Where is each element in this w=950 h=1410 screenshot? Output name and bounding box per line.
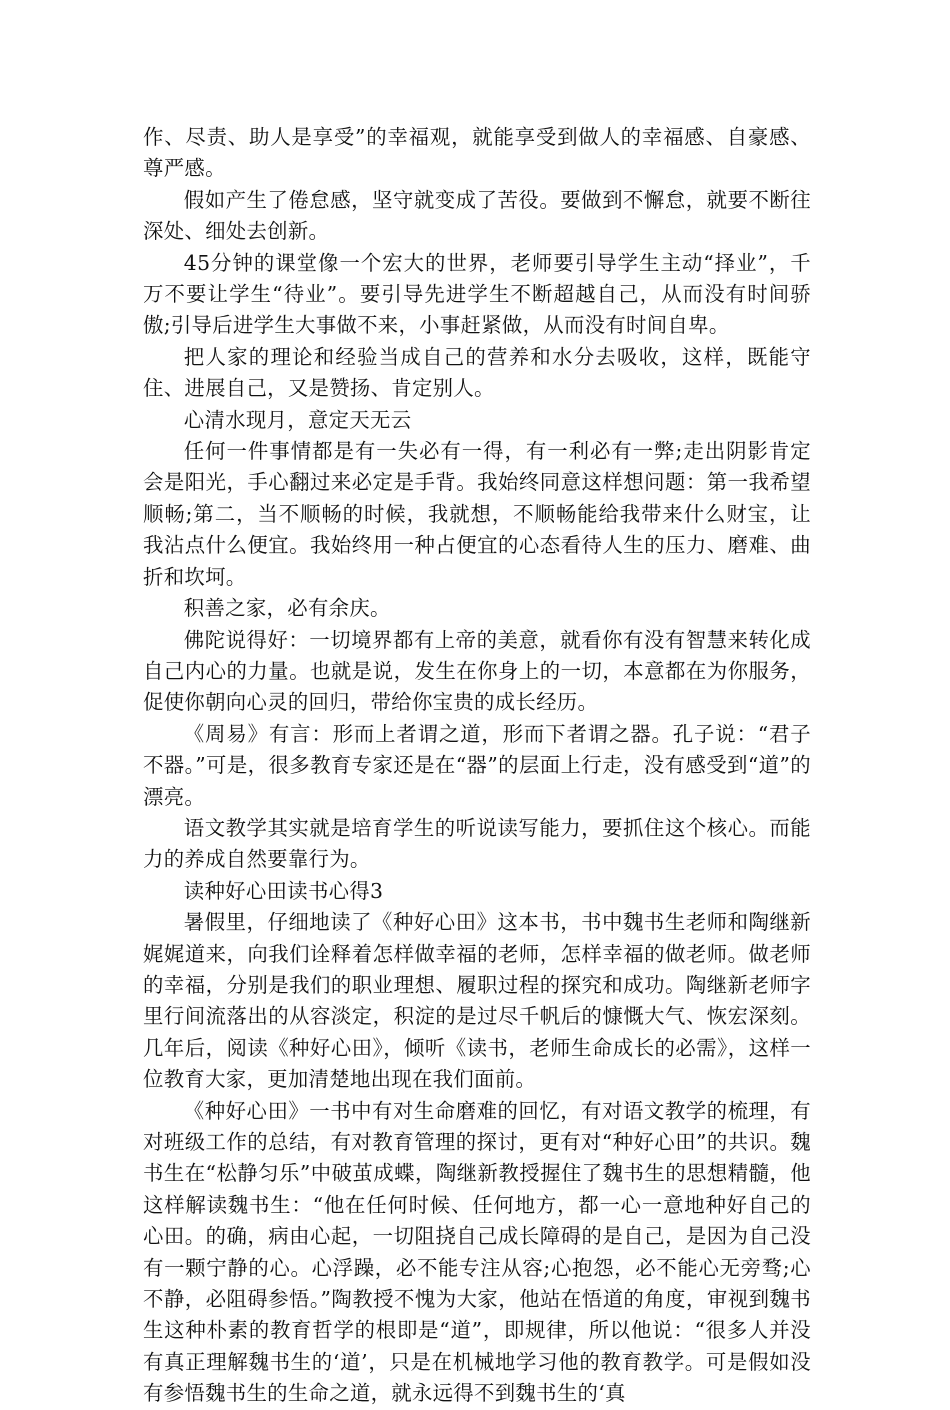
paragraph-6: 佛陀说得好：一切境界都有上帝的美意，就看你有没有智慧来转化成自己内心的力量。也就是说，发生在你身上的一切，本意都在为你服务，促使你朝向心灵的回归，带给你宝贵的成长经历。	[143, 627, 811, 715]
paragraph-3: 45分钟的课堂像一个宏大的世界，老师要引导学生主动“择业”，千万不要让学生“待业”。要引导先进学生不断超越自己，从而没有时间骄傲;引导后进学生大事做不来，小事赶紧做，从而没有时间自卑。	[143, 250, 811, 338]
paragraph-5: 任何一件事情都是有一失必有一得，有一利必有一弊;走出阴影肯定会是阳光，手心翻过来必定是手背。我始终同意这样想问题：第一我希望顺畅;第二，当不顺畅的时候，我就想，不顺畅能给我带来什么财宝，让我沾点什么便宜。我始终用一种占便宜的心态看待人生的压力、磨难、曲折和坎坷。	[143, 439, 811, 589]
paragraph-2: 假如产生了倦怠感，坚守就变成了苦役。要做到不懈怠，就要不断往深处、细处去创新。	[143, 187, 811, 244]
section-heading-quote-2: 积善之家，必有余庆。	[183, 596, 391, 621]
paragraph-4: 把人家的理论和经验当成自己的营养和水分去吸收，这样，既能守住、进展自己，又是赞扬、肯定别人。	[143, 344, 811, 401]
section-title: 读种好心田读书心得3	[183, 878, 384, 903]
paragraph-1: 作、尽责、助人是享受”的幸福观，就能享受到做人的幸福感、自豪感、尊严感。	[143, 125, 811, 181]
paragraph-10: 《种好心田》一书中有对生命磨难的回忆，有对语文教学的梳理，有对班级工作的总结，有对教育管理的探讨，更有对“种好心田”的共识。魏书生在“松静匀乐”中破茧成蝶，陶继新教授握住了魏书生的思想精髓，他这样解读魏书生：“他在任何时候、任何地方，都一心一意地种好自己的心田。的确，病由心起，一切阻挠自己成长障碍的是自己，是因为自己没有一颗宁静的心。心浮躁，必不能专注从容;心抱怨，必不能心无旁骛;心不静，必阻碍参悟。”陶教授不愧为大家，他站在悟道的角度，审视到魏书生这种朴素的教育哲学的根即是“道”，即规律，所以他说：“很多人并没有真正理解魏书生的‘道’，只是在机械地学习他的教育教学。可是假如没有参悟魏书生的生命之道，就永远得不到魏书生的‘真	[143, 1098, 811, 1406]
document-body	[143, 122, 811, 1410]
paragraph-8: 语文教学其实就是培育学生的听说读写能力，要抓住这个核心。而能力的养成自然要靠行为。	[143, 815, 811, 872]
section-heading-quote-1: 心清水现月，意定天无云	[183, 407, 412, 432]
paragraph-7: 《周易》有言：形而上者谓之道，形而下者谓之器。孔子说：“君子不器。”可是，很多教育专家还是在“器”的层面上行走，没有感受到“道”的漂亮。	[143, 721, 811, 809]
paragraph-9: 暑假里，仔细地读了《种好心田》这本书，书中魏书生老师和陶继新娓娓道来，向我们诠释着怎样做幸福的老师，怎样幸福的做老师。做老师的幸福，分别是我们的职业理想、履职过程的探究和成功。陶继新老师字里行间流落出的从容淡定，积淀的是过尽千帆后的慷慨大气、恢宏深刻。几年后，阅读《种好心田》，倾听《读书，老师生命成长的必需》，这样一位教育大家，更加清楚地出现在我们面前。	[143, 910, 811, 1092]
